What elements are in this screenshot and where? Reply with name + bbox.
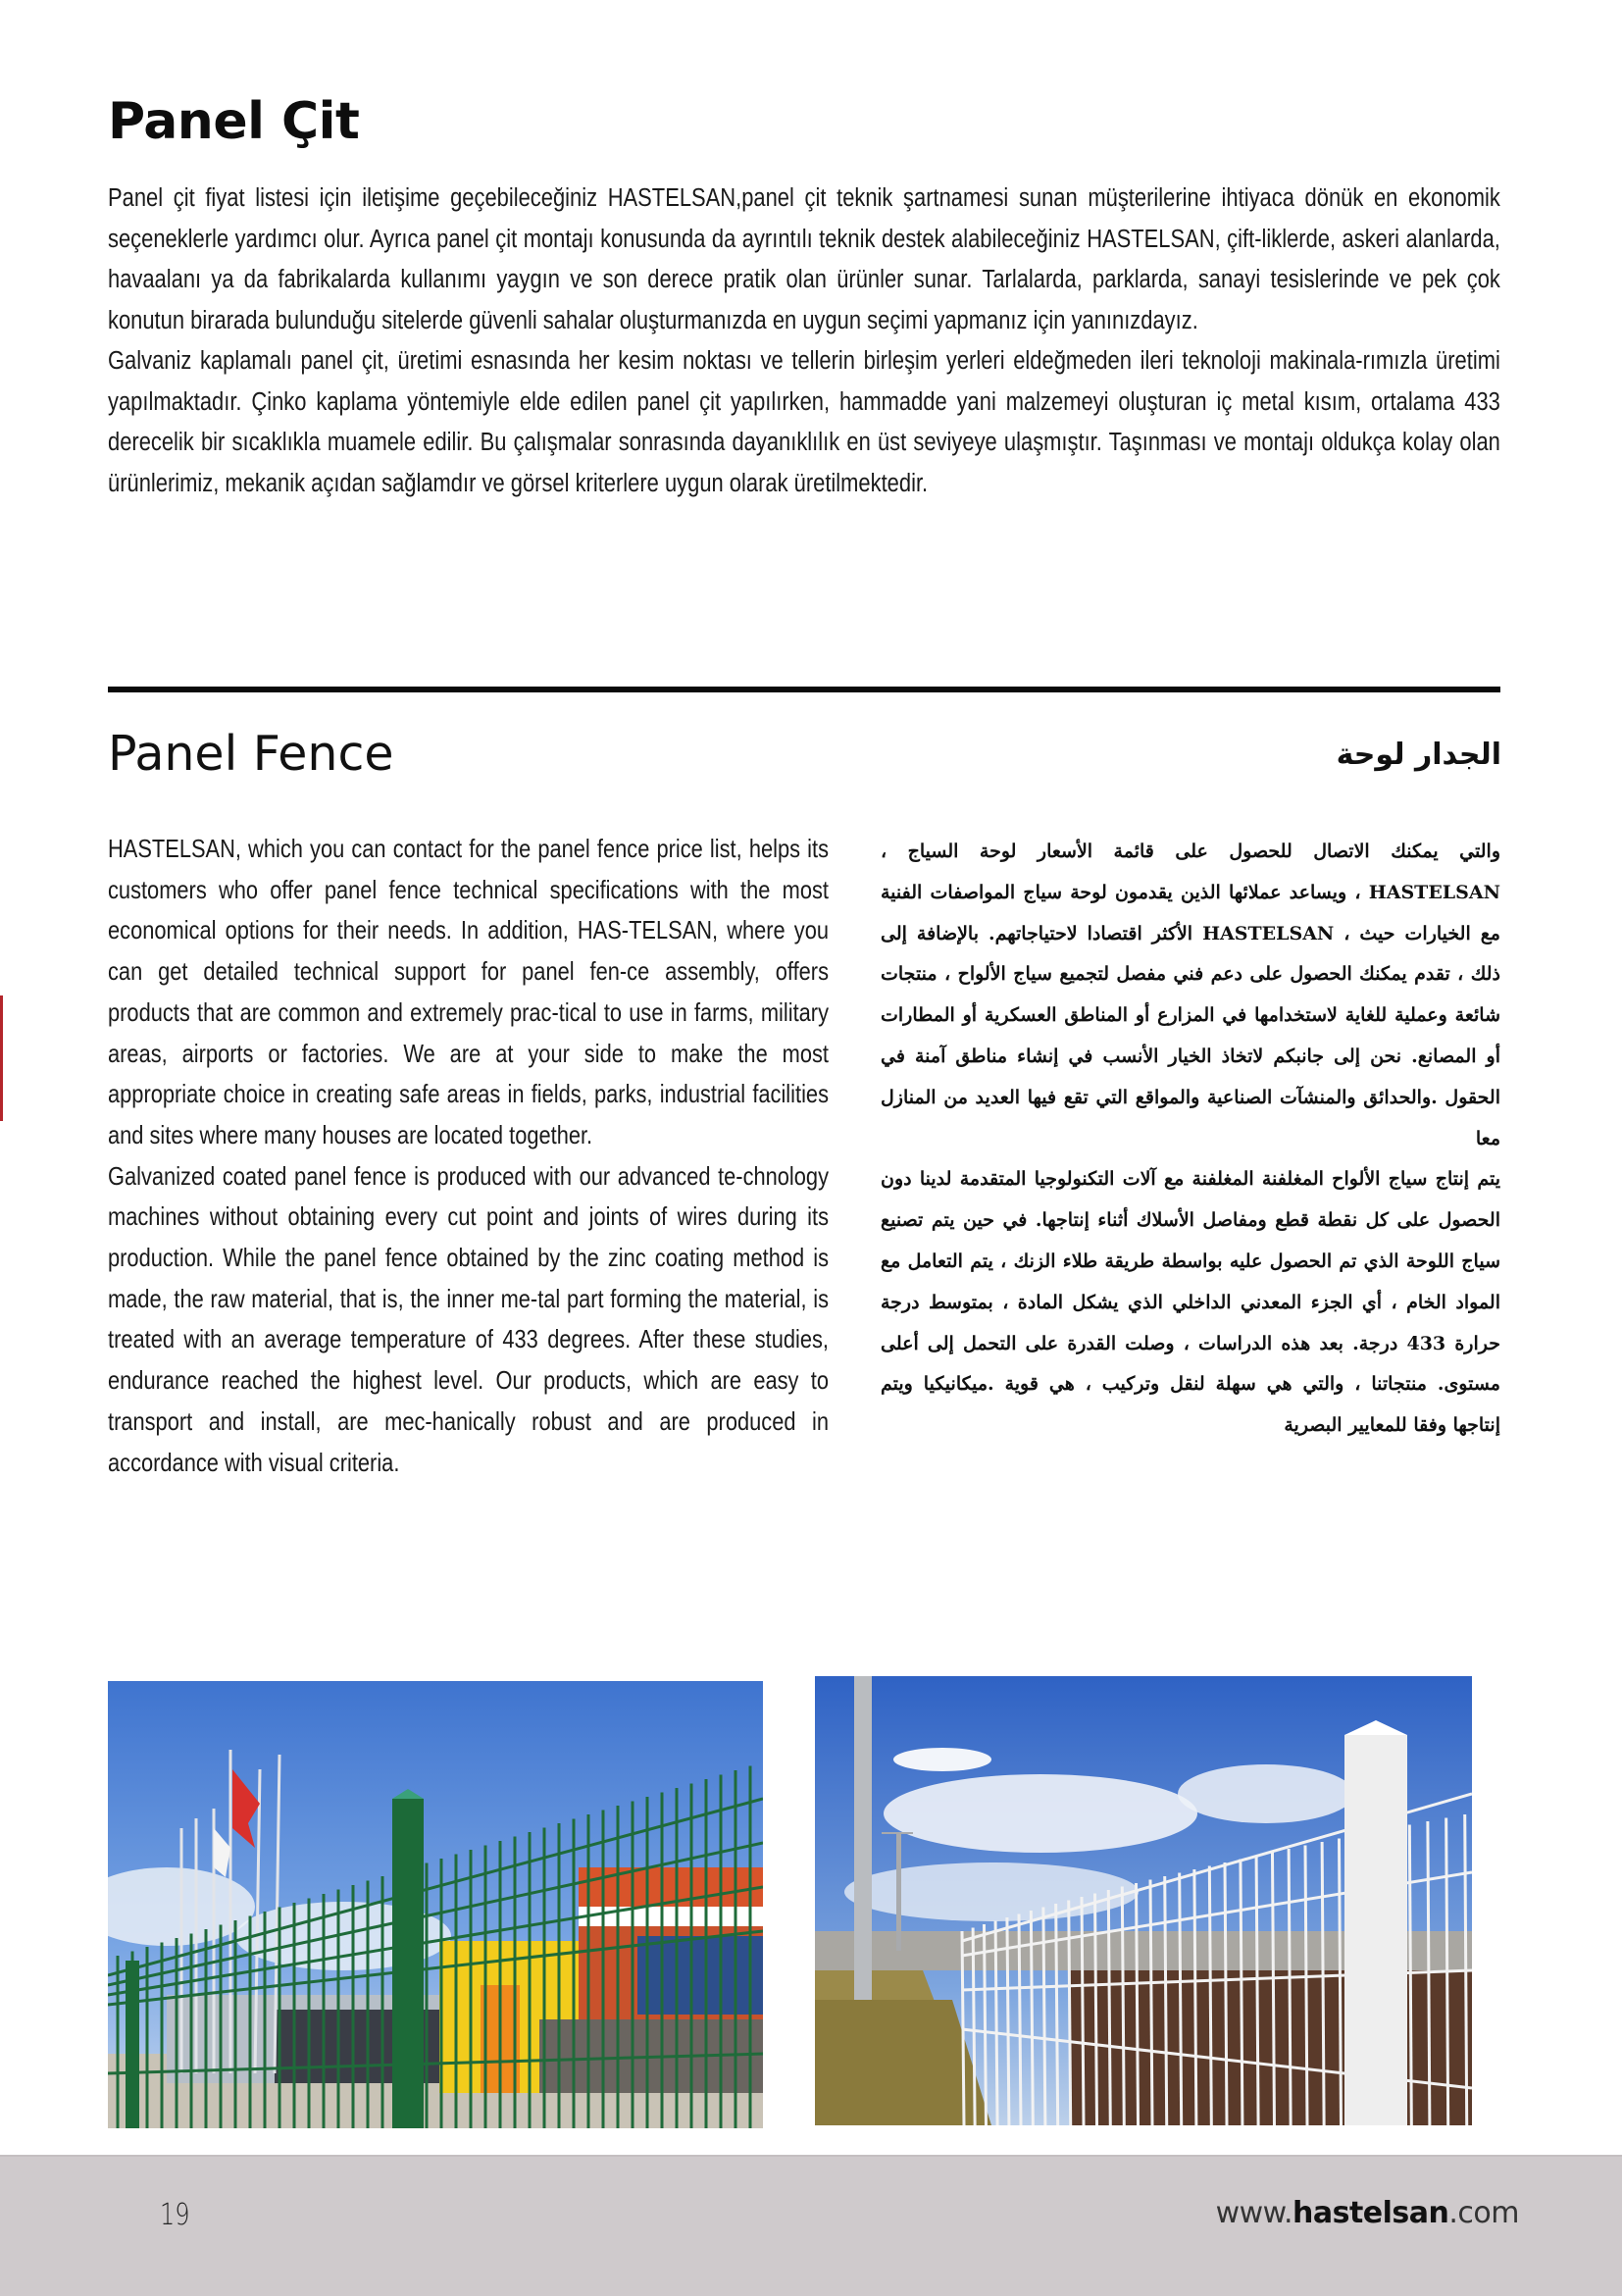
arabic-paragraph: والتي يمكنك الاتصال للحصول على قائمة الأسعار لوحة السياج ، HASTELSAN ، ويساعد عملائها الذين يقدمون لوحة سياج المواصفات الفنية مع الخيارات حيث ، HASTELSAN الأكثر اقتصادا لاحتياجاتهم. بالإضافة إلى ذلك ، تقدم يمكنك الحصول على دعم فني مفصل لتجميع سياج الألواح ، منتجات شائعة وعملية للغاية لاستخدامها في المزارع أو المناطق العسكرية أو المطارات أو المصانع. نحن إلى جانبكم لاتخاذ الخيار الأنسب في إنشاء مناطق آمنة في الحقول .والحدائق والمنشآت الصناعية والمواقع التي تقع فيها العديد من المنازل معا	[881, 841, 1500, 1149]
green-fence-illustration	[108, 1681, 763, 2128]
english-paragraph: HASTELSAN, which you can contact for the panel fence price list, helps its customers who offer panel fence technical specifications with the most economical options for their needs. In addition, HAS-TELSAN, where you can get detailed technical support for panel fen-ce assembly, offers products that are common and extremely prac-tical to use in farms, military areas, airports or factories. We are at your side to make the most appropriate choice in creating safe areas in fields, parks, industrial facilities and sites where many houses are located together.	[108, 834, 829, 1149]
fence-wire-vertical	[1122, 1887, 1124, 2126]
fence-wire-vertical	[1194, 1869, 1196, 2125]
fence-wire-vertical	[1322, 1842, 1324, 2125]
fence-wire-vertical	[1095, 1894, 1097, 2126]
fence-wire-vertical	[1305, 1846, 1307, 2126]
arabic-section-title: الجدار لوحة	[1336, 738, 1501, 772]
english-paragraph: Galvanized coated panel fence is produced with our advanced te-chnology machines without obtaining every cut point and joints of wires during its production. While the panel fence obtained by the zinc coating method is made, the raw material, that is, the inner me-tal part forming the material, is treated with an average temperature of 433 degrees. After these studies, endurance reached the highest level. Our products, which are easy to transport and install, are mec-hanically robust and are produced in accordance with visual criteria.	[108, 1160, 829, 1477]
page-number: 19	[160, 2198, 190, 2232]
fence-wire-vertical	[1069, 1901, 1071, 2126]
white-fence-photo	[815, 1676, 1472, 2125]
fence-wire-vertical	[1137, 1883, 1139, 2125]
fence-wire-vertical	[984, 1924, 986, 2125]
green-fence-photo	[108, 1681, 763, 2128]
fence-wire-vertical	[1225, 1862, 1227, 2125]
fence-wire-vertical	[1289, 1849, 1291, 2125]
english-section-title: Panel Fence	[108, 726, 394, 782]
fence-wire-vertical	[1108, 1890, 1110, 2125]
english-body	[108, 829, 829, 1483]
fence-wire-vertical	[1339, 1839, 1341, 2126]
turkish-paragraph: Galvaniz kaplamalı panel çit, üretimi esnasında her kesim noktası ve tellerin birleşim yerleri eldeğmeden ileri teknoloji makinala-rımızla üretimi yapılmaktadır. Çinko kaplama yöntemiyle elde edilen panel çit yapılırken, hammadde yani malzemeyi oluşturan iç metal kısım, ortalama 433 derecelik bir sıcaklıkla muamele edilir. Bu çalışmalar sonrasında dayanıklılık en üst seviyeye ulaşmıştır. Taşınması ve montajı oldukça kolay olan ürünlerimiz, mekanik açıdan sağlamdır ve görsel kriterlere uygun olarak üretilmektedir.	[108, 347, 1500, 497]
website-brand: hastelsan	[1293, 2196, 1449, 2230]
turkish-paragraph: Panel çit fiyat listesi için iletişime geçebileceğiniz HASTELSAN,panel çit teknik şartnamesi sunan müşterilerine ihtiyaca dönük en ekonomik seçeneklerle yardımcı olur. Ayrıca panel çit montajı konusunda da ayrıntılı teknik destek alabileceğiniz HASTELSAN, çift-liklerde, askeri alanlarda, havaalanı ya da fabrikalarda kullanımı yaygın ve son derece pratik olan ürünler sunar. Tarlalarda, parklarda, sanayi tesislerinde ve pek çok konutun birarada bulunduğu sitelerde güvenli sahalar oluşturmanızda en uygun seçimi yapmanız için yanınızdayız.	[108, 184, 1500, 334]
website-suffix: .com	[1448, 2196, 1519, 2230]
fence-wire-vertical	[1241, 1860, 1242, 2126]
fence-wire-vertical	[1180, 1873, 1182, 2126]
fence-wire-vertical	[1209, 1866, 1211, 2126]
arabic-paragraph: يتم إنتاج سياج الألواح المغلفنة المغلفنة مع آلات التكنولوجيا المتقدمة لدينا دون الحصول على كل نقطة قطع ومفاصل الأسلاك أثناء إنتاجها. في حين يتم تصنيع سياج اللوحة الذي تم الحصول عليه بواسطة طريقة طلاء الزنك ، يتم التعامل مع المواد الخام ، أي الجزء المعدني الداخلي الذي يشكل المادة ، بمتوسط درجة حرارة 433 درجة. بعد هذه الدراسات ، وصلت القدرة على التحمل إلى أعلى مستوى. منتجاتنا ، والتي هي سهلة لنقل وتركيب ، هي قوية .ميكانيكيا ويتم إنتاجها وفقا للمعايير البصرية	[881, 1168, 1500, 1437]
fence-wire-vertical	[1165, 1876, 1167, 2125]
turkish-body	[108, 179, 1500, 504]
turkish-section-title: Panel Çit	[108, 92, 360, 151]
fence-wire-vertical	[1150, 1880, 1152, 2126]
website-prefix: www.	[1215, 2196, 1293, 2230]
fence-wire-vertical	[1056, 1904, 1058, 2125]
fence-wire-vertical	[973, 1928, 975, 2126]
fence-wire-vertical	[1272, 1853, 1274, 2126]
fence-wire-vertical	[1256, 1856, 1258, 2125]
white-fence-illustration	[815, 1676, 1472, 2125]
arabic-body	[881, 832, 1500, 1447]
page-footer	[0, 2155, 1622, 2296]
website-link[interactable]	[1216, 2196, 1519, 2230]
fence-wire-vertical	[1043, 1908, 1045, 2126]
section-divider	[108, 687, 1500, 692]
fence-wire-vertical	[1082, 1897, 1084, 2125]
page-edge-marker	[0, 995, 3, 1121]
